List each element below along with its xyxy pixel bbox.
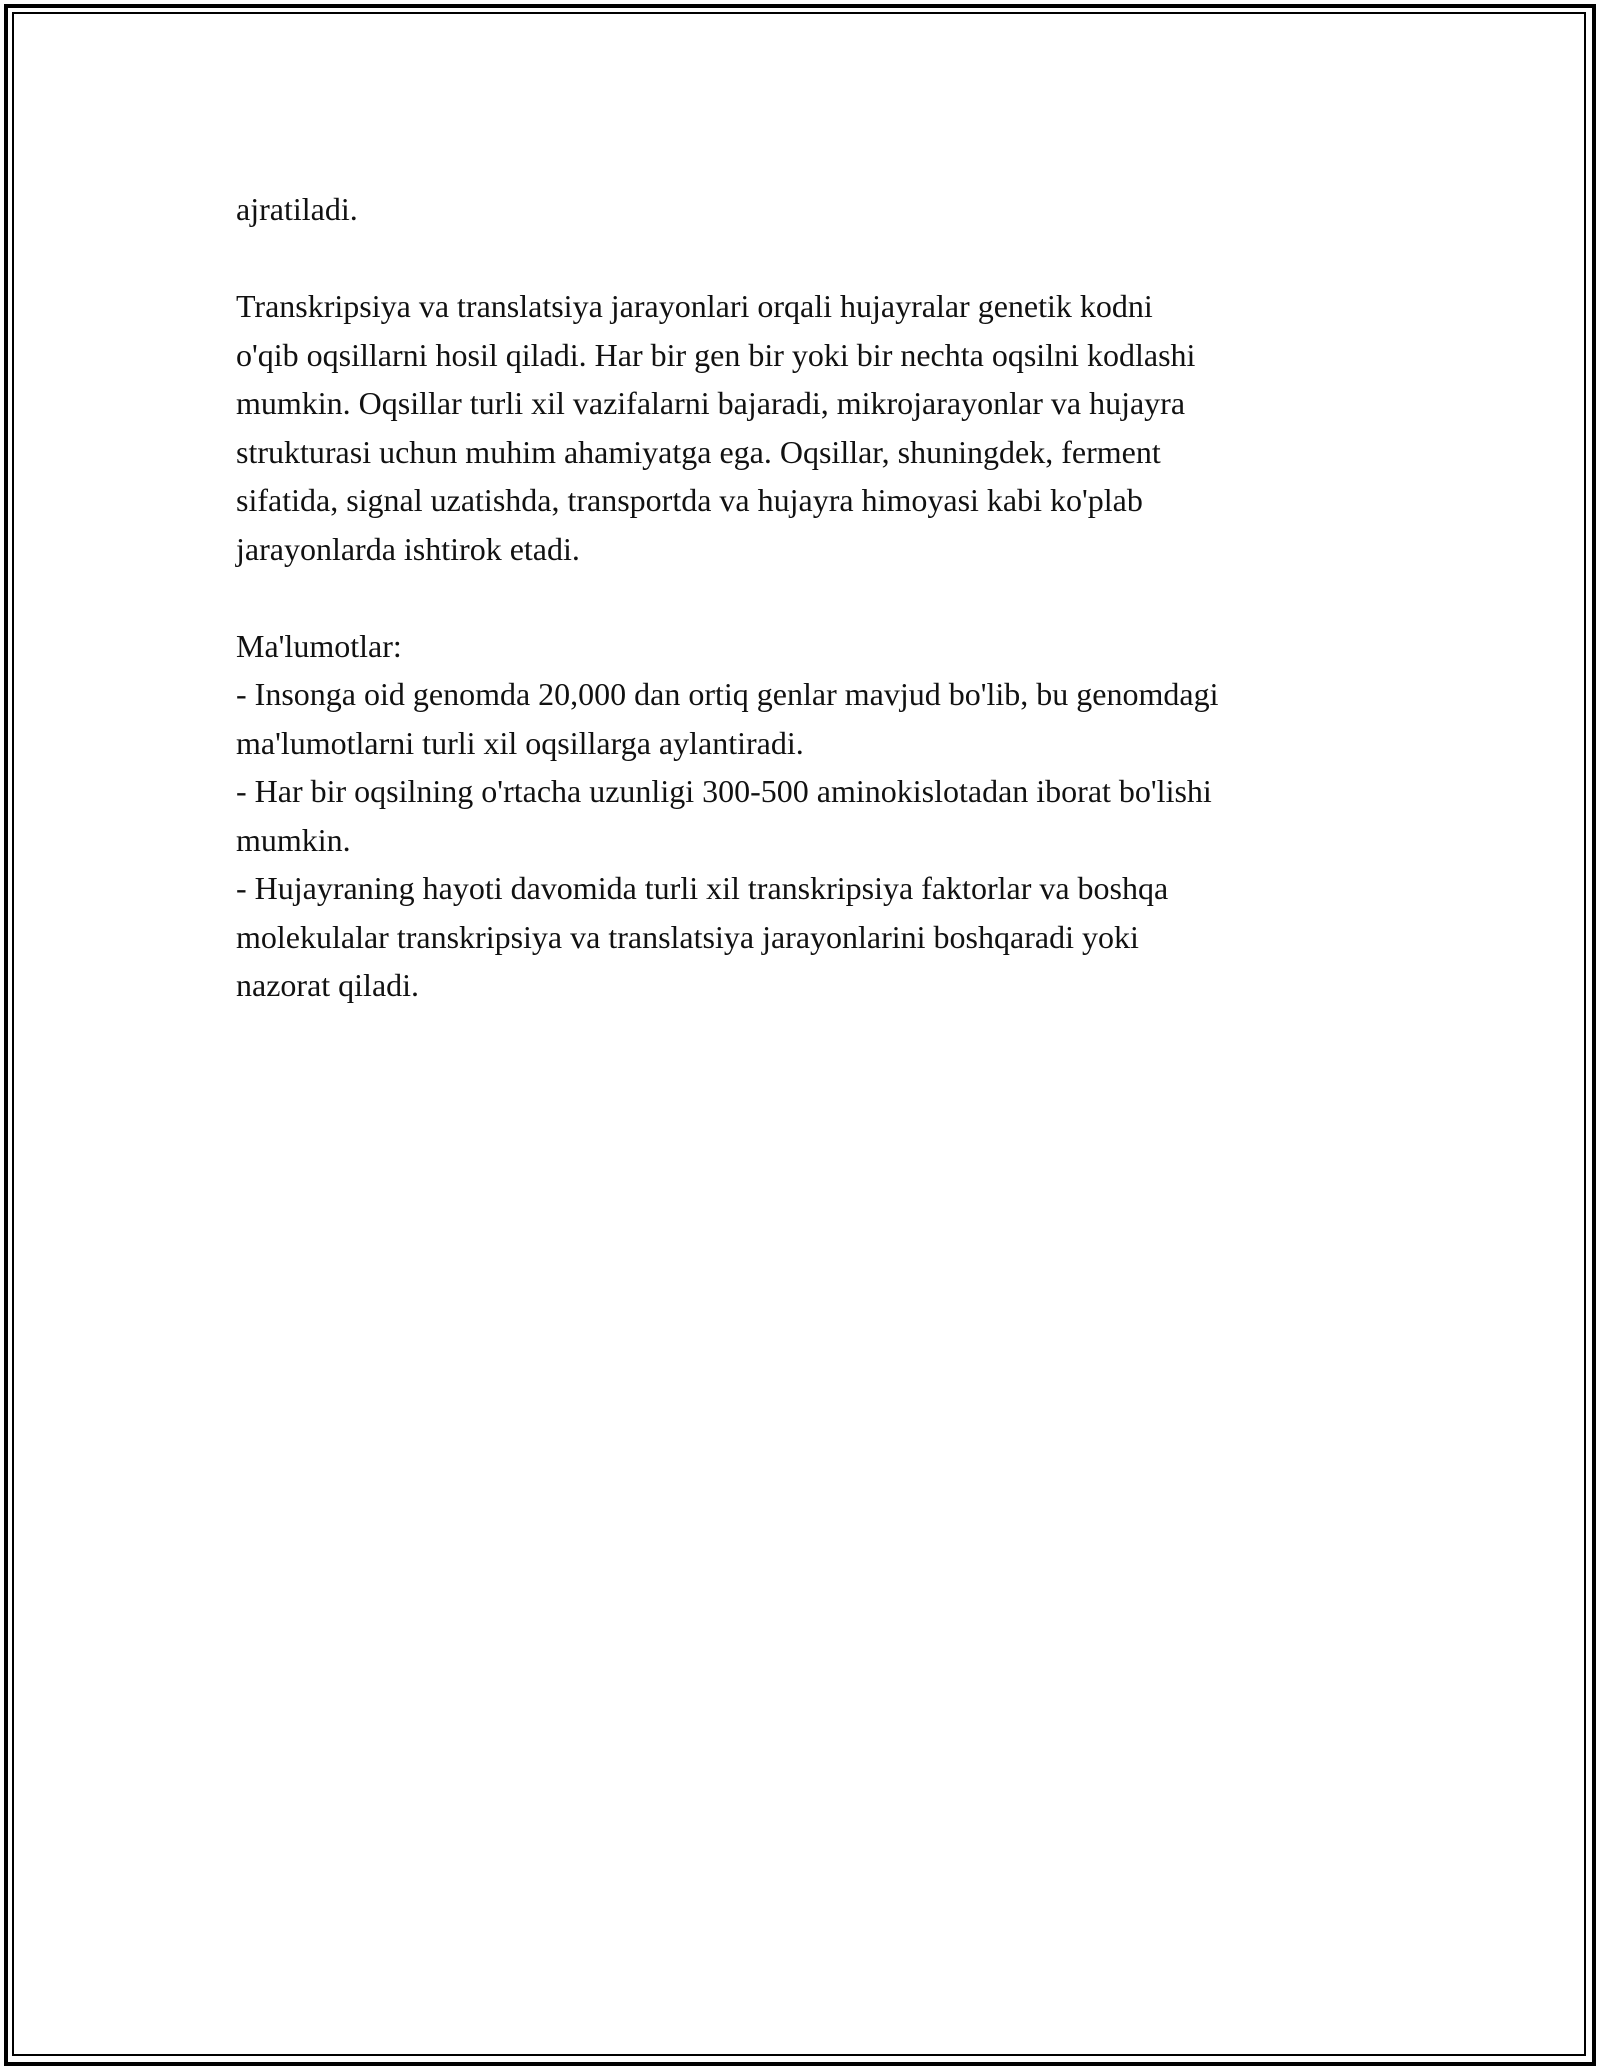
data-heading: Ma'lumotlar: [236,627,402,664]
paragraph-spacer [236,234,1386,283]
data-list-item: - Hujayraning hayoti davomida turli xil transkripsiya faktorlar va boshqa molekulalar transkripsiya va translatsiya jarayonlarini boshqaradi yoki nazorat qiladi. [236,870,1169,1003]
data-list-item: - Insonga oid genomda 20,000 dan ortiq genlar mavjud bo'lib, bu genomdagi ma'lumotlarni turli xil oqsillarga aylantiradi. [236,676,1219,761]
document-body [236,185,1386,1010]
data-list-item: - Har bir oqsilning o'rtacha uzunligi 300-500 aminokislotadan iborat bo'lishi mumkin. [236,773,1212,858]
paragraph-proteins: Transkripsiya va translatsiya jarayonlari orqali hujayralar genetik kodni o'qib oqsillarni hosil qiladi. Har bir gen bir yoki bir nechta oqsilni kodlashi mumkin. Oqsillar turli xil vazifalarni bajaradi, mikrojarayonlar va hujayra strukturasi uchun muhim ahamiyatga ega. Oqsillar, shuningdek, ferment sifatida, signal uzatishda, transportda va hujayra himoyasi kabi ko'plab jarayonlarda ishtirok etadi. [236,288,1196,567]
paragraph-spacer [236,573,1386,622]
paragraph-continuation: ajratiladi. [236,191,358,227]
